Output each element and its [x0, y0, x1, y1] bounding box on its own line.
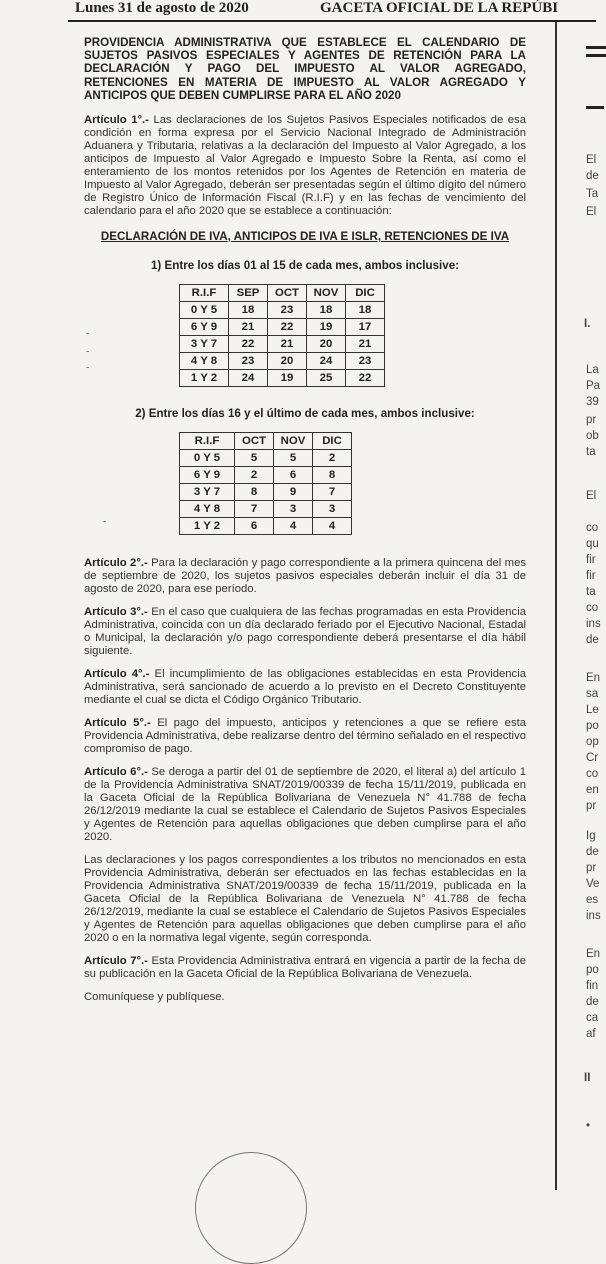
- table-cell: 23: [229, 353, 268, 370]
- column-text-fragment: de: [586, 634, 599, 646]
- column-text-fragment: po: [586, 964, 599, 976]
- table-cell: 5: [235, 450, 274, 467]
- table-cell: 6: [235, 518, 274, 535]
- table-cell: 8: [313, 467, 352, 484]
- column-text-fragment: pr: [586, 862, 597, 874]
- table-cell: 21: [346, 336, 385, 353]
- article-6-text: Se deroga a partir del 01 de septiembre de 2020, el literal a) del artículo 1 de la Providencia Administrativa SNAT/2019/00339 de fecha 15/11/2019, publicada en la Gaceta Oficial de la República Bolivariana de Venezuela N° 41.788 de fecha 26/12/2019 mediante la cual se establece el Calendario de Sujetos Pasivos Especiales y Agentes de Retención para aquellas obligaciones que deben cumplirse para el año 2020.: [84, 766, 526, 844]
- column-text-fragment: pr: [586, 800, 597, 812]
- column-text-fragment: ins: [586, 618, 601, 630]
- header-rule: [68, 20, 596, 22]
- table-cell: 6 Y 9: [180, 319, 229, 336]
- table-cell: 22: [229, 336, 268, 353]
- column-text-fragment: En: [586, 948, 601, 960]
- table-header-row: [180, 433, 352, 450]
- table-row: [180, 467, 352, 484]
- table-cell: 0 Y 5: [180, 450, 235, 467]
- column-text-fragment: ta: [586, 586, 596, 598]
- table-cell: 8: [235, 484, 274, 501]
- column-text-fragment: Ta: [586, 188, 599, 200]
- column-text-fragment: ob: [586, 430, 599, 442]
- article-3-text: En el caso que cualquiera de las fechas programadas en esta Providencia Administrativa, coincida con un día declarado feriado por el Ejecutivo Nacional, Estadal o Municipal, la declaración y/o pago correspondiente deberá presentarse el día hábil siguiente.: [84, 606, 526, 658]
- table-row: [180, 353, 385, 370]
- column-text-fragment: es: [586, 894, 599, 906]
- article-4-text: El incumplimiento de las obligaciones establecidas en esta Providencia Administrativa, será sancionado de acuerdo a lo previsto en el Decreto Constituyente mediante el cual se dicta el Código Orgánico Tributario.: [84, 668, 526, 707]
- column-text-fragment: Le: [586, 704, 599, 716]
- table-row: [180, 484, 352, 501]
- article-1-text: Las declaraciones de los Sujetos Pasivos Especiales notificados de esa condición en forma expresa por el Servicio Nacional Integrado de Administración Aduanera y Tributaria, relativas a la declaración del Impuesto al Valor Agregado, a los anticipos de Impuesto al Valor Agregado e Impuesto Sobre la Renta, así como el enteramiento de los montos retenidos por los Agentes de Retención en materia de Impuesto al Valor Agregado, deberán ser presentadas según el último dígito del número de Registro Único de Información Fiscal (R.I.F) y en las fechas de vencimiento del calendario para el año 2020 que se establece a continuación:: [84, 114, 526, 218]
- margin-mark: -: [103, 516, 107, 527]
- column-bar: [586, 54, 606, 57]
- column-text-fragment: En: [586, 672, 601, 684]
- column-text-fragment: po: [586, 720, 599, 732]
- table-cell: 23: [268, 302, 307, 319]
- table-cell: 24: [229, 370, 268, 387]
- column-text-fragment: Ve: [586, 878, 600, 890]
- table-row: [180, 450, 352, 467]
- official-seal: [195, 1152, 307, 1264]
- article-5-text: El pago del impuesto, anticipos y retenciones a que se refiere esta Providencia Administrativa, debe realizarse dentro del término señalado en el respectivo compromiso de pago.: [84, 717, 527, 756]
- column-text-fragment: af: [586, 1028, 596, 1040]
- article-2-label: Artículo 2°.-: [84, 557, 148, 570]
- table-header-cell: DIC: [313, 433, 352, 450]
- table-cell: 6: [274, 467, 313, 484]
- table-cell: 21: [229, 319, 268, 336]
- table-cell: 2: [235, 467, 274, 484]
- article-1-label: Artículo 1°.-: [84, 114, 149, 127]
- column-text-fragment: de: [586, 170, 599, 182]
- column-text-fragment: fir: [586, 570, 596, 582]
- column-divider: [555, 22, 557, 1190]
- table-cell: 2: [313, 450, 352, 467]
- column-bar: [586, 46, 606, 49]
- table-cell: 7: [313, 484, 352, 501]
- article-2: [84, 557, 526, 596]
- article-7: [84, 955, 526, 981]
- table-cell: 18: [229, 302, 268, 319]
- closing-text: Comuníquese y publíquese.: [84, 991, 225, 1004]
- column-text-fragment: op: [586, 736, 599, 748]
- column-text-fragment: sa: [586, 688, 599, 700]
- document-title: PROVIDENCIA ADMINISTRATIVA QUE ESTABLECE EL CALENDARIO DE SUJETOS PASIVOS ESPECIALES Y AGENTES DE RETENCIÓN PARA LA DECLARACIÓN Y PAGO DEL IMPUESTO AL VALOR AGREGADO, RETENCIONES EN MATERIA DE IMPUESTO AL VALOR AGREGADO Y ANTICIPOS QUE DEBEN CUMPLIRSE PARA EL AÑO 2020: [84, 36, 526, 102]
- period-2-heading: 2) Entre los días 16 y el último de cada mes, ambos inclusive:: [135, 407, 475, 421]
- table-cell: 4 Y 8: [180, 501, 235, 518]
- table-cell: 3: [274, 501, 313, 518]
- table-cell: 22: [346, 370, 385, 387]
- column-text-fragment: 39: [586, 396, 599, 408]
- table-row: [180, 370, 385, 387]
- column-text-fragment: El: [586, 154, 597, 166]
- column-bar: [586, 106, 604, 109]
- column-text-fragment: Ig: [586, 830, 596, 842]
- article-6-paragraph-2: Las declaraciones y los pagos correspondientes a los tributos no mencionados en esta Providencia Administrativa, deberán ser efectuados en las fechas establecidas en la Providencia Administrativa SNAT/2019/00339 de fecha 15/11/2019, publicada en la Gaceta Oficial de la República Bolivariana de Venezuela N° 41.788 de fecha 26/12/2019, mediante la cual se establece el Calendario de Sujetos Pasivos Especiales y Agentes de Retención para aquellas obligaciones que deben cumplirse para el año 2020 o en la normativa legal vigente, según corresponda.: [84, 854, 526, 945]
- page-header: [0, 0, 596, 20]
- column-text-fragment: ins: [586, 910, 601, 922]
- column-text-fragment: •: [586, 1120, 591, 1132]
- margin-mark: -: [86, 362, 90, 373]
- table-cell: 0 Y 5: [180, 302, 229, 319]
- header-date: Lunes 31 de agosto de 2020: [75, 0, 249, 16]
- table-cell: 23: [346, 353, 385, 370]
- table-header-cell: NOV: [274, 433, 313, 450]
- article-5: [84, 717, 526, 756]
- column-text-fragment: fin: [586, 980, 599, 992]
- table-row: [180, 336, 385, 353]
- section-title: DECLARACIÓN DE IVA, ANTICIPOS DE IVA E ISLR, RETENCIONES DE IVA: [100, 230, 510, 244]
- margin-mark: -: [86, 328, 90, 339]
- table-cell: 20: [268, 353, 307, 370]
- table-cell: 18: [346, 302, 385, 319]
- column-text-fragment: co: [586, 602, 599, 614]
- article-1: [84, 114, 526, 218]
- column-text-fragment: ca: [586, 1012, 599, 1024]
- calendar-table-2: [179, 432, 352, 535]
- period-1-heading: 1) Entre los días 01 al 15 de cada mes, ambos inclusive:: [150, 259, 459, 273]
- table-cell: 19: [307, 319, 346, 336]
- table-cell: 3 Y 7: [180, 484, 235, 501]
- table-cell: 22: [268, 319, 307, 336]
- article-6: [84, 766, 526, 844]
- article-5-label: Artículo 5°.-: [84, 717, 151, 730]
- table-header-cell: OCT: [268, 285, 307, 302]
- column-text-fragment: II: [584, 1072, 591, 1084]
- column-text-fragment: de: [586, 996, 599, 1008]
- table-cell: 25: [307, 370, 346, 387]
- table-cell: 7: [235, 501, 274, 518]
- column-text-fragment: de: [586, 846, 599, 858]
- document-body: [84, 36, 526, 1014]
- table-header-row: [180, 285, 385, 302]
- table-row: [180, 518, 352, 535]
- table-cell: 4 Y 8: [180, 353, 229, 370]
- table-header-cell: OCT: [235, 433, 274, 450]
- article-7-label: Artículo 7°.-: [84, 955, 148, 968]
- article-4: [84, 668, 526, 707]
- column-text-fragment: ta: [586, 446, 596, 458]
- column-text-fragment: co: [586, 768, 599, 780]
- table-cell: 3: [313, 501, 352, 518]
- column-text-fragment: Pa: [586, 380, 601, 392]
- article-6-label: Artículo 6°.-: [84, 766, 148, 779]
- table-cell: 21: [268, 336, 307, 353]
- table-header-cell: SEP: [229, 285, 268, 302]
- calendar-table-1: [179, 284, 385, 387]
- table-cell: 4: [274, 518, 313, 535]
- table-cell: 6 Y 9: [180, 467, 235, 484]
- table-row: [180, 319, 385, 336]
- column-text-fragment: Cr: [586, 752, 599, 764]
- table-header-cell: R.I.F: [180, 285, 229, 302]
- adjacent-column-fragment: [572, 22, 601, 1190]
- table-header-cell: NOV: [307, 285, 346, 302]
- column-text-fragment: en: [586, 784, 599, 796]
- table-header-cell: DIC: [346, 285, 385, 302]
- column-text-fragment: La: [586, 364, 599, 376]
- column-text-fragment: El: [586, 206, 597, 218]
- table-cell: 18: [307, 302, 346, 319]
- article-3: [84, 606, 526, 658]
- table-cell: 4: [313, 518, 352, 535]
- table-cell: 3 Y 7: [180, 336, 229, 353]
- column-text-fragment: fir: [586, 554, 596, 566]
- column-text-fragment: pr: [586, 414, 597, 426]
- article-4-label: Artículo 4°.-: [84, 668, 150, 681]
- column-text-fragment: I.: [584, 318, 591, 330]
- column-text-fragment: El: [586, 490, 597, 502]
- column-text-fragment: qu: [586, 538, 599, 550]
- table-cell: 5: [274, 450, 313, 467]
- table-header-cell: R.I.F: [180, 433, 235, 450]
- article-7-text: Esta Providencia Administrativa entrará en vigencia a partir de la fecha de su publicación en la Gaceta Oficial de la República Bolivariana de Venezuela.: [84, 955, 526, 981]
- article-3-label: Artículo 3°.-: [84, 606, 148, 619]
- article-2-text: Para la declaración y pago correspondiente a la primera quincena del mes de septiembre de 2020, los sujetos pasivos especiales deberán incluir el día 31 de agosto de 2020, para ese período.: [84, 557, 526, 596]
- table-row: [180, 302, 385, 319]
- table-row: [180, 501, 352, 518]
- table-cell: 24: [307, 353, 346, 370]
- table-cell: 17: [346, 319, 385, 336]
- table-cell: 20: [307, 336, 346, 353]
- table-cell: 19: [268, 370, 307, 387]
- table-cell: 1 Y 2: [180, 370, 229, 387]
- table-cell: 9: [274, 484, 313, 501]
- header-publication: GACETA OFICIAL DE LA REPÚBI: [320, 0, 559, 16]
- margin-mark: -: [86, 346, 90, 357]
- column-text-fragment: co: [586, 522, 599, 534]
- table-cell: 1 Y 2: [180, 518, 235, 535]
